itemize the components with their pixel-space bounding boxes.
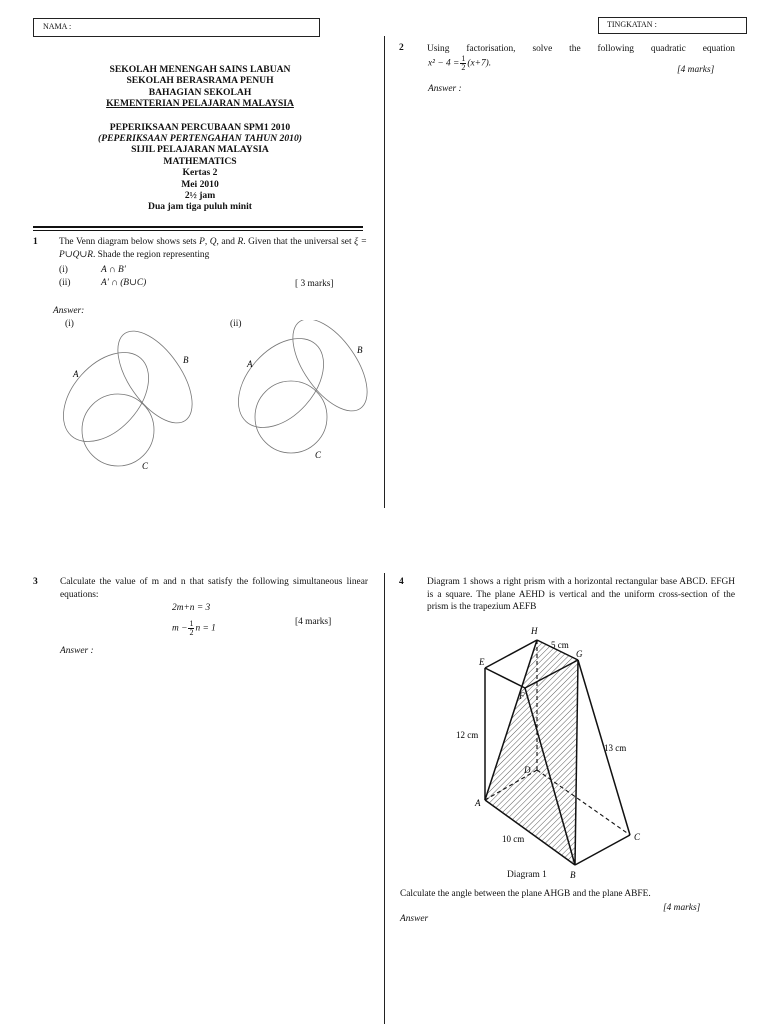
q1-number: 1 [33, 237, 38, 247]
q3-equation-1: 2m+n = 3 [172, 603, 211, 613]
venn-label-i: (i) [65, 319, 74, 329]
vertex-c: C [634, 832, 641, 842]
q2-text: Using factorisation, solve the following quadratic equation [427, 44, 735, 54]
exam-duration: 2½ jam [184, 190, 216, 202]
q2-equation: x² − 4 = $\frac{1}{2}$ (x+7). [428, 54, 492, 72]
exam-subtitle: (PEPERIKSAAN PERTENGAHAN TAHUN 2010) [98, 133, 302, 145]
venn-ii-set-b[interactable] [278, 320, 381, 423]
header-divider [33, 226, 363, 228]
school-type: SEKOLAH BERASRAMA PENUH [126, 75, 274, 87]
exam-subject: MATHEMATICS [163, 155, 237, 167]
dim-12cm: 12 cm [456, 730, 479, 740]
exam-cert: SIJIL PELAJARAN MALAYSIA [131, 144, 269, 156]
school-division: BAHAGIAN SEKOLAH [148, 86, 252, 98]
set-r: R [237, 237, 244, 247]
column-divider-bottom [384, 573, 385, 1024]
q3-fraction: $\frac{1}{2}$ [189, 619, 194, 637]
q4-number: 4 [399, 577, 404, 587]
exam-header [60, 64, 340, 213]
header-divider-thin [33, 230, 363, 231]
vertex-g: G [576, 649, 583, 659]
vertex-h: H [531, 626, 538, 636]
form-label: TINGKATAN : [607, 20, 657, 29]
venn-diagram-ii[interactable] [235, 320, 385, 470]
prism-diagram [440, 620, 660, 880]
vertex-a: A [475, 798, 481, 808]
q4-marks: [4 marks] [663, 903, 701, 913]
q2-fraction: $\frac{1}{2}$ [461, 54, 466, 72]
q4-text: Diagram 1 shows a right prism with a horizontal rectangular base ABCD. EFGH is a square. The plane AEHD is vertical and the uniform cross-section of the prism is the trapezium AEFB [427, 577, 735, 613]
shaded-plane-ahgb[interactable] [485, 640, 578, 865]
venn-label-ii: (ii) [230, 319, 242, 329]
vertex-d: D [524, 765, 531, 775]
dim-10cm: 10 cm [502, 834, 525, 844]
school-name: SEKOLAH MENENGAH SAINS LABUAN [109, 64, 291, 75]
q1-marks: [ 3 marks] [295, 279, 334, 289]
q3-equation-2: m − $\frac{1}{2}$ n = 1 [172, 619, 216, 637]
venn-ii-label-a: A [247, 359, 253, 369]
q1-part-ii: (ii) A' ∩ (B∪C) [59, 278, 147, 288]
venn-ii-label-b: B [357, 345, 363, 355]
dim-5cm: 5 cm [551, 640, 569, 650]
venn-diagram-i[interactable] [60, 325, 210, 475]
q1-part-i: (i) A ∩ B' [59, 265, 126, 275]
name-box[interactable] [33, 18, 320, 37]
exam-duration-words: Dua jam tiga puluh minit [148, 201, 252, 213]
dim-13cm: 13 cm [604, 743, 627, 753]
q1-text: The Venn diagram below shows sets P, Q, and R. Given that the universal set ξ = P∪Q∪R. Shade the region representing [59, 237, 368, 260]
q4-question: Calculate the angle between the plane AHGB and the plane ABFE. [400, 889, 651, 899]
venn-i-label-c: C [142, 461, 149, 471]
q3-text: Calculate the value of m and n that satisfy the following simultaneous linear equations: [60, 577, 368, 600]
venn-i-set-a[interactable] [60, 336, 165, 457]
q2-number: 2 [399, 43, 404, 53]
venn-i-label-a: A [73, 369, 79, 379]
set-q: Q [209, 237, 217, 247]
form-box[interactable] [598, 17, 747, 34]
venn-ii-set-c[interactable] [255, 381, 327, 453]
q2-answer-label: Answer : [428, 84, 462, 94]
q3-number: 3 [33, 577, 38, 587]
exam-paper: Kertas 2 [182, 167, 218, 179]
vertex-f: F [519, 691, 525, 701]
q3-answer-label: Answer : [60, 646, 94, 656]
vertex-e: E [479, 657, 485, 667]
name-label: NAMA : [43, 22, 72, 31]
venn-ii-label-c: C [315, 450, 322, 460]
set-p: P [199, 237, 205, 247]
q4-answer-label: Answer [400, 914, 429, 924]
exam-date: Mei 2010 [181, 178, 219, 190]
vertex-b: B [570, 870, 576, 880]
venn-i-set-b[interactable] [103, 325, 206, 435]
venn-ii-set-a[interactable] [235, 322, 340, 443]
q1-answer-label: Answer: [53, 306, 85, 316]
ministry-name: KEMENTERIAN PELAJARAN MALAYSIA [106, 98, 294, 110]
venn-i-label-b: B [183, 355, 189, 365]
exam-title: PEPERIKSAAN PERCUBAAN SPM1 2010 [109, 121, 291, 133]
diagram-caption: Diagram 1 [507, 870, 547, 880]
universal-set: ξ = P∪Q∪R [59, 237, 368, 260]
q3-marks: [4 marks] [295, 617, 332, 627]
q2-marks: [4 marks] [677, 65, 715, 75]
